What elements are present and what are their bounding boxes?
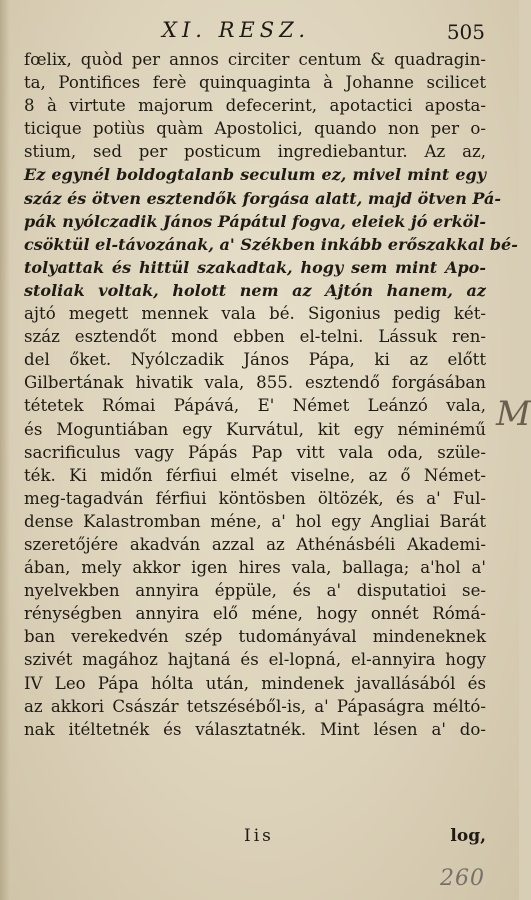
text-line: Ez egynél boldogtalanb seculum ez, mivel mint egy: [24, 165, 486, 185]
text-line: ban verekedvén szép tudományával mindeneknek: [24, 627, 486, 647]
text-line: dense Kalastromban méne, a' hol egy Angliai Barát: [24, 511, 486, 531]
page-footer: [24, 826, 486, 850]
page-number: 505: [446, 20, 485, 44]
text-line: nyelvekben annyira éppüle, és a' disputatioi se-: [24, 581, 486, 601]
text-line: sacrificulus vagy Pápás Pap vitt vala oda, szüle-: [24, 442, 486, 462]
text-line: stium, sed per posticum ingrediebantur. Az az,: [24, 142, 486, 162]
text-line: száz esztendőt mond ebben el-telni. Lássuk ren-: [24, 327, 486, 347]
handwritten-margin-mark: M: [496, 394, 531, 434]
text-line: tétetek Római Pápává, E' Német Leánzó vala,: [24, 396, 486, 416]
text-line: ticique potiùs quàm Apostolici, quando non per o-: [24, 119, 486, 139]
text-line: rénységben annyira elő méne, hogy onnét Rómá-: [24, 604, 486, 624]
text-line: ta, Pontifices ferè quinquaginta à Johanne scilicet: [24, 73, 486, 93]
text-line: szeretőjére akadván azzal az Athénásbéli Akademi-: [24, 534, 486, 554]
text-line: szivét magához hajtaná és el-lopná, el-annyira hogy: [24, 650, 486, 670]
text-line: del őket. Nyólczadik János Pápa, ki az előtt: [24, 350, 486, 370]
catchword: log,: [450, 826, 486, 846]
text-line: és Moguntiában egy Kurvátul, kit egy néminémű: [24, 419, 486, 439]
text-line: ték. Ki midőn férfiui elmét viselne, az ő Német-: [24, 465, 486, 485]
text-line: Gilbertának hivatik vala, 855. esztendő forgásában: [24, 373, 486, 393]
handwritten-folio-number: 260: [440, 866, 485, 891]
text-line: ában, mely akkor igen hires vala, ballaga; a'hol a': [24, 558, 486, 578]
text-line: pák nyólczadik János Pápátul fogva, eleiek jó erköl-: [24, 211, 487, 231]
page-gutter-shadow: [0, 0, 10, 900]
text-line: nak itéltetnék és választatnék. Mint lésen a' do-: [24, 719, 486, 739]
part-title: XI. RESZ.: [162, 18, 311, 42]
text-line: IV Leo Pápa hólta után, mindenek javallásából és: [24, 673, 486, 693]
signature-mark: Iis: [244, 826, 274, 846]
text-line: csöktül el-távozának, a' Székben inkább erőszakkal bé-: [24, 234, 518, 254]
text-line: száz és ötven esztendők forgása alatt, majd ötven Pá-: [24, 188, 502, 208]
text-line: fœlix, quòd per annos circiter centum & quadragin-: [24, 50, 486, 69]
text-line: az akkori Császár tetszéséből-is, a' Pápaságra méltó-: [24, 696, 486, 716]
running-header: [22, 18, 503, 46]
text-line: stoliak voltak, holott nem az Ajtón hanem, az: [24, 280, 486, 300]
text-line: tolyattak és hittül szakadtak, hogy sem mint Apo-: [24, 257, 486, 277]
text-line: ajtó megett mennek vala bé. Sigonius pedig két-: [24, 304, 486, 324]
text-line: meg-tagadván férfiui köntösben öltözék, és a' Ful-: [24, 488, 486, 508]
text-line: 8 à virtute majorum defecerint, apotactici aposta-: [24, 96, 486, 116]
text-body: [24, 48, 518, 741]
